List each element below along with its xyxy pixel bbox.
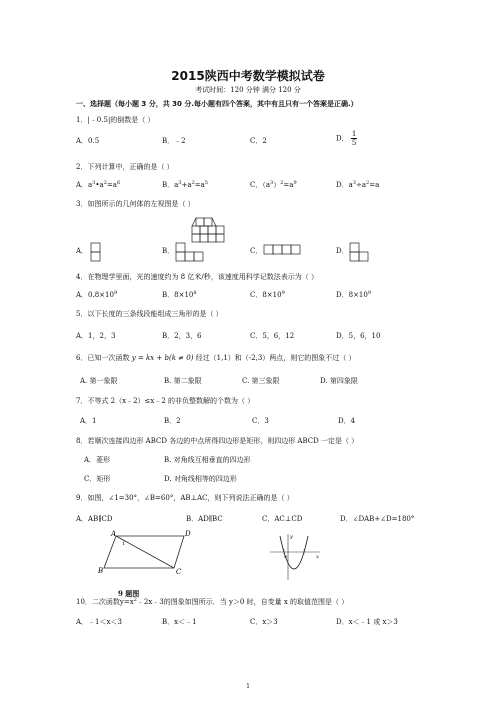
q3-option-b: B． xyxy=(162,247,175,255)
q4-option-b: B．$8\times 10^8$ xyxy=(162,290,197,299)
q6-option-a: A. 第一象限 xyxy=(80,377,118,385)
graph-y-label: y xyxy=(290,534,293,540)
question-10-stem: 10．二次函数$y=x^2﹣2x﹣3$的图象如图所示．当 y＞0 时，自变量 x 的取值范围是（ ） xyxy=(76,597,349,606)
q3-option-b-view xyxy=(175,242,207,262)
label-B: B xyxy=(98,567,104,575)
q2-option-a: A．$a^3•a^2=a^6$ xyxy=(76,180,121,189)
question-3-stem: 3．如图所示的几何体的左视图是（ ） xyxy=(76,200,195,208)
section-heading: 一、选择题（每小题 3 分，共 30 分.每小题有四个答案，其中有且只有一个答案是正确.） xyxy=(76,100,358,108)
label-D: D xyxy=(185,530,191,538)
q9-option-d: D．∠DAB+∠D=180° xyxy=(340,515,415,523)
q9-option-c: C．AC⊥CD xyxy=(262,515,303,523)
q7-option-d: D．4 xyxy=(338,417,356,425)
q8-option-b: B. 对角线互相垂直的四边形 xyxy=(164,456,251,464)
q7-option-c: C．3 xyxy=(252,417,269,425)
q10-option-b: B．x＜﹣1 xyxy=(162,618,197,626)
q2-option-b: B．$a^3+a^2=a^5$ xyxy=(162,180,208,189)
q5-option-c: C．5，6，12 xyxy=(250,332,295,340)
graph-origin-label: O xyxy=(284,554,288,559)
label-A: A xyxy=(111,530,117,538)
fraction-denominator: 5 xyxy=(351,139,357,147)
q8-option-d: D. 对角线相等的四边形 xyxy=(164,475,237,483)
q3-option-a-view xyxy=(90,242,102,262)
q5-option-d: D．5，6，10 xyxy=(336,332,381,340)
q2-option-c: C．$(a^3)^2=a^9$ xyxy=(250,180,297,189)
page-number: 1 xyxy=(246,683,250,690)
q5-option-a: A．1，2，3 xyxy=(76,332,116,340)
question-8-stem: 8．若顺次连接四边形 ABCD 各边的中点所得四边形是矩形，则四边形 ABCD 一定是（ ） xyxy=(76,437,359,445)
question-5-stem: 5．以下长度的三条线段能组成三角形的是（ ） xyxy=(76,310,223,318)
q8-option-a: A．菱形 xyxy=(84,456,111,464)
q4-option-a: A．$0.8\times 10^9$ xyxy=(76,290,118,299)
q3-option-d: D． xyxy=(336,247,349,255)
question-7-stem: 7．不等式 2（x﹣2）≤x﹣2 的非负整数解的个数为（ ） xyxy=(76,397,255,405)
q1-option-a: A．0.5 xyxy=(76,137,100,145)
q10-parabola-graph xyxy=(266,532,322,582)
q7-option-b: B．2 xyxy=(164,417,181,425)
q2-option-d: D．$a^3\div a^2=a$ xyxy=(336,180,380,189)
q8-option-c: C．矩形 xyxy=(84,475,111,483)
q1-option-d xyxy=(336,130,357,147)
q9-option-a: A．AB∥CD xyxy=(76,515,113,523)
q6-option-d: D. 第四象限 xyxy=(320,377,358,385)
page-title: 2015陕西中考数学模拟试卷 xyxy=(171,69,325,83)
q10-option-c: C．x＞3 xyxy=(250,618,278,626)
q9-parallelogram-figure xyxy=(96,528,196,574)
fraction-numerator: 1 xyxy=(351,130,357,138)
q3-option-c-view xyxy=(263,244,305,256)
q1-option-d-label: D． xyxy=(336,134,349,143)
q1-option-c: C．2 xyxy=(250,137,267,145)
question-1-stem: 1．|﹣0.5|的倒数是（ ） xyxy=(76,116,155,124)
q10-option-d: D．x＜﹣1 或 x＞3 xyxy=(336,618,398,626)
q3-solid-figure xyxy=(186,216,226,242)
question-9-stem: 9．如图，∠1=30°，∠B=60°，AB⊥AC，则下列说法正确的是（ ） xyxy=(76,494,294,502)
label-angle-1: 1 xyxy=(122,541,126,547)
q6-formula: y = kx + b(k ≠ 0) xyxy=(131,354,194,362)
q3-option-a: A． xyxy=(76,247,89,255)
q7-option-a: A．1 xyxy=(80,417,97,425)
q9-figure-caption: 9 题图 xyxy=(118,589,140,598)
q10-option-a: A．﹣1＜x＜3 xyxy=(76,618,122,626)
graph-x-label: x xyxy=(316,554,319,560)
q4-option-c: C．$8\times 10^9$ xyxy=(250,290,285,299)
question-4-stem: 4．在物理学里面，光的速度约为 8 亿米/秒，该速度用科学记数法表示为（ ） xyxy=(76,273,318,281)
q4-option-d: D．$8\times 10^9$ xyxy=(336,290,372,299)
q6-option-c: C. 第三象限 xyxy=(242,377,280,385)
exam-info: 考试时间：120 分钟 满分 120 分 xyxy=(195,86,301,94)
q1-option-b: B．﹣2 xyxy=(162,137,186,145)
q6-option-b: B. 第二象限 xyxy=(164,377,202,385)
q5-option-b: B．2，3，6 xyxy=(162,332,202,340)
question-6-stem: 6．已知一次函数 y = kx + b(k ≠ 0) 经过（1,1）和（-2,3）两点，则它的图象不过（ ） xyxy=(76,354,356,362)
label-C: C xyxy=(176,568,182,576)
question-2-stem: 2．下列计算中，正确的是（ ） xyxy=(76,163,174,171)
q9-option-b: B．AD∥BC xyxy=(186,515,223,523)
q3-option-d-view xyxy=(349,242,371,262)
q3-option-c: C． xyxy=(250,247,263,255)
q1-fraction xyxy=(351,130,357,147)
